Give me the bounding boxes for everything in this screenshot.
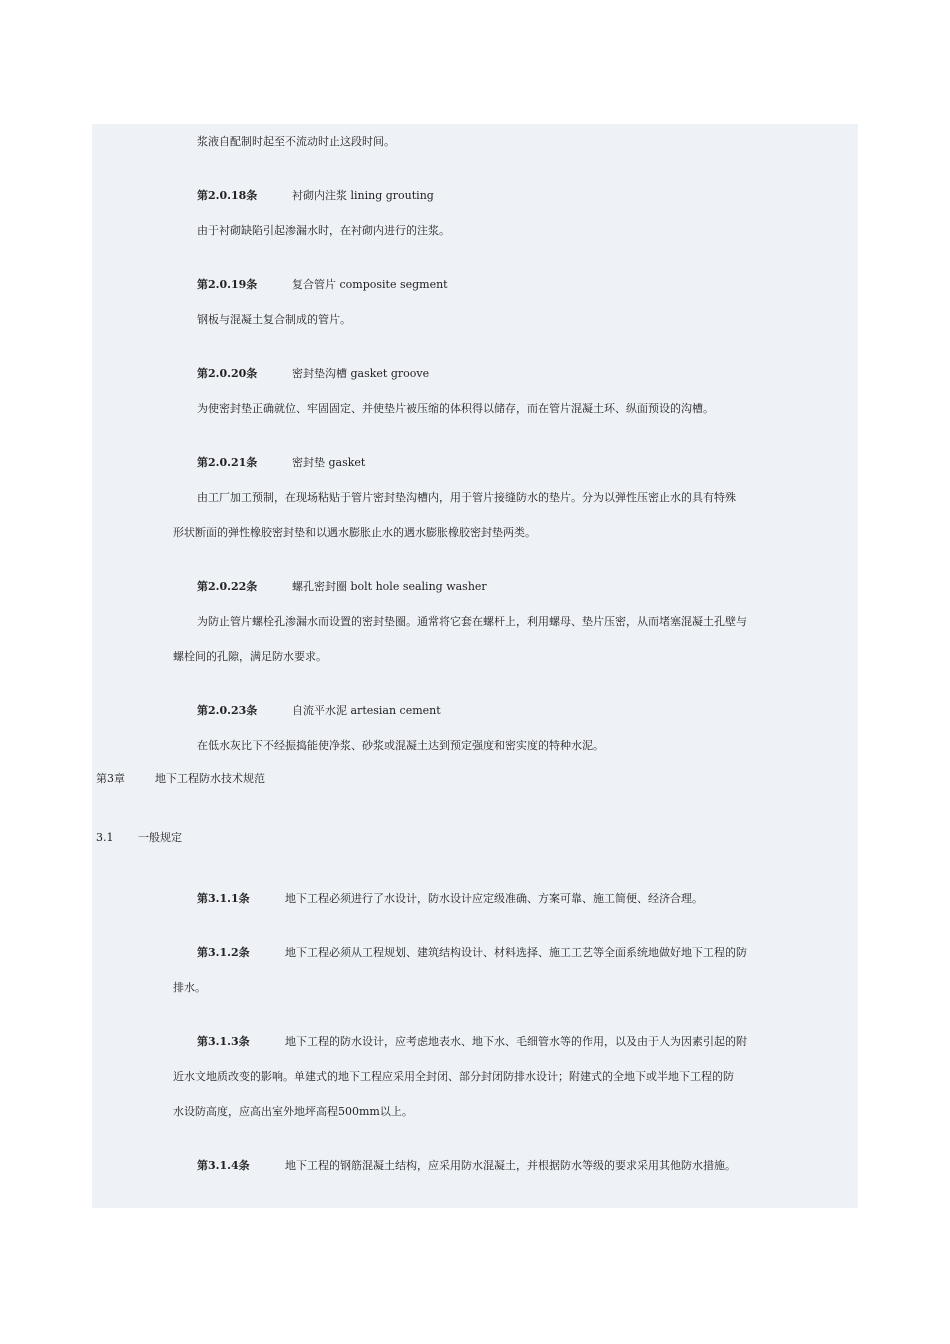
text-line: 在低水灰比下不经振捣能使净浆、砂浆或混凝土达到预定强度和密实度的特种水泥。 [197, 739, 604, 752]
article-heading-2-0-21 [197, 456, 366, 470]
article-text: 地下工程的防水设计，应考虑地表水、地下水、毛细管水等的作用，以及由于人为因素引起的附 [285, 1035, 747, 1048]
chapter-title: 地下工程防水技术规范 [155, 772, 265, 785]
article-heading-3-1-1 [197, 892, 703, 906]
article-heading-2-0-18 [197, 189, 434, 203]
article-number: 第2.0.18条 [197, 189, 258, 202]
article-text: 地下工程必须进行了水设计，防水设计应定级准确、方案可靠、施工简便、经济合理。 [285, 892, 703, 905]
chapter-number: 第3章 [96, 772, 125, 785]
text-line: 为防止管片螺栓孔渗漏水而设置的密封垫圈。通常将它套在螺杆上，利用螺母、垫片压密，从而堵塞混凝土孔壁与 [197, 615, 747, 628]
article-number: 第3.1.1条 [197, 892, 250, 905]
text-line: 钢板与混凝土复合制成的管片。 [197, 313, 351, 326]
article-number: 第2.0.21条 [197, 456, 258, 469]
article-heading-2-0-20 [197, 367, 430, 381]
article-term: 自流平水泥 artesian cement [292, 704, 441, 717]
text-line: 螺栓间的孔隙，满足防水要求。 [173, 650, 327, 663]
article-text: 地下工程的钢筋混凝土结构，应采用防水混凝土，并根据防水等级的要求采用其他防水措施。 [285, 1159, 736, 1172]
article-term: 密封垫 gasket [292, 456, 366, 469]
article-heading-2-0-23 [197, 704, 441, 718]
text-line: 排水。 [173, 981, 206, 994]
article-heading-3-1-4 [197, 1159, 736, 1173]
article-heading-2-0-19 [197, 278, 448, 292]
article-term: 密封垫沟槽 gasket groove [292, 367, 430, 380]
section-heading [96, 831, 182, 845]
chapter-heading [96, 772, 265, 786]
text-line: 由工厂加工预制，在现场粘贴于管片密封垫沟槽内，用于管片接缝防水的垫片。分为以弹性压密止水的具有特殊 [197, 491, 736, 504]
text-line: 由于衬砌缺陷引起渗漏水时，在衬砌内进行的注浆。 [197, 224, 450, 237]
article-term: 螺孔密封圈 bolt hole sealing washer [292, 580, 487, 593]
article-number: 第2.0.19条 [197, 278, 258, 291]
article-number: 第2.0.22条 [197, 580, 258, 593]
section-number: 3.1 [96, 831, 114, 844]
article-text: 地下工程必须从工程规划、建筑结构设计、材料选择、施工工艺等全面系统地做好地下工程的防 [285, 946, 747, 959]
text-line: 浆液自配制时起至不流动时止这段时间。 [197, 135, 395, 148]
article-number: 第3.1.2条 [197, 946, 250, 959]
section-title: 一般规定 [138, 831, 182, 844]
article-number: 第3.1.4条 [197, 1159, 250, 1172]
text-line: 为使密封垫正确就位、牢固固定、并使垫片被压缩的体积得以储存，而在管片混凝土环、纵面预设的沟槽。 [197, 402, 714, 415]
article-heading-2-0-22 [197, 580, 487, 594]
article-term: 复合管片 composite segment [292, 278, 448, 291]
text-line: 形状断面的弹性橡胶密封垫和以遇水膨胀止水的遇水膨胀橡胶密封垫两类。 [173, 526, 536, 539]
article-number: 第2.0.20条 [197, 367, 258, 380]
article-term: 衬砌内注浆 lining grouting [292, 189, 434, 202]
article-heading-3-1-2 [197, 946, 747, 960]
text-line: 水设防高度，应高出室外地坪高程500mm以上。 [173, 1105, 413, 1118]
article-heading-3-1-3 [197, 1035, 747, 1049]
article-number: 第2.0.23条 [197, 704, 258, 717]
article-number: 第3.1.3条 [197, 1035, 250, 1048]
text-line: 近水文地质改变的影响。单建式的地下工程应采用全封闭、部分封闭防排水设计；附建式的全地下或半地下工程的防 [173, 1070, 734, 1083]
